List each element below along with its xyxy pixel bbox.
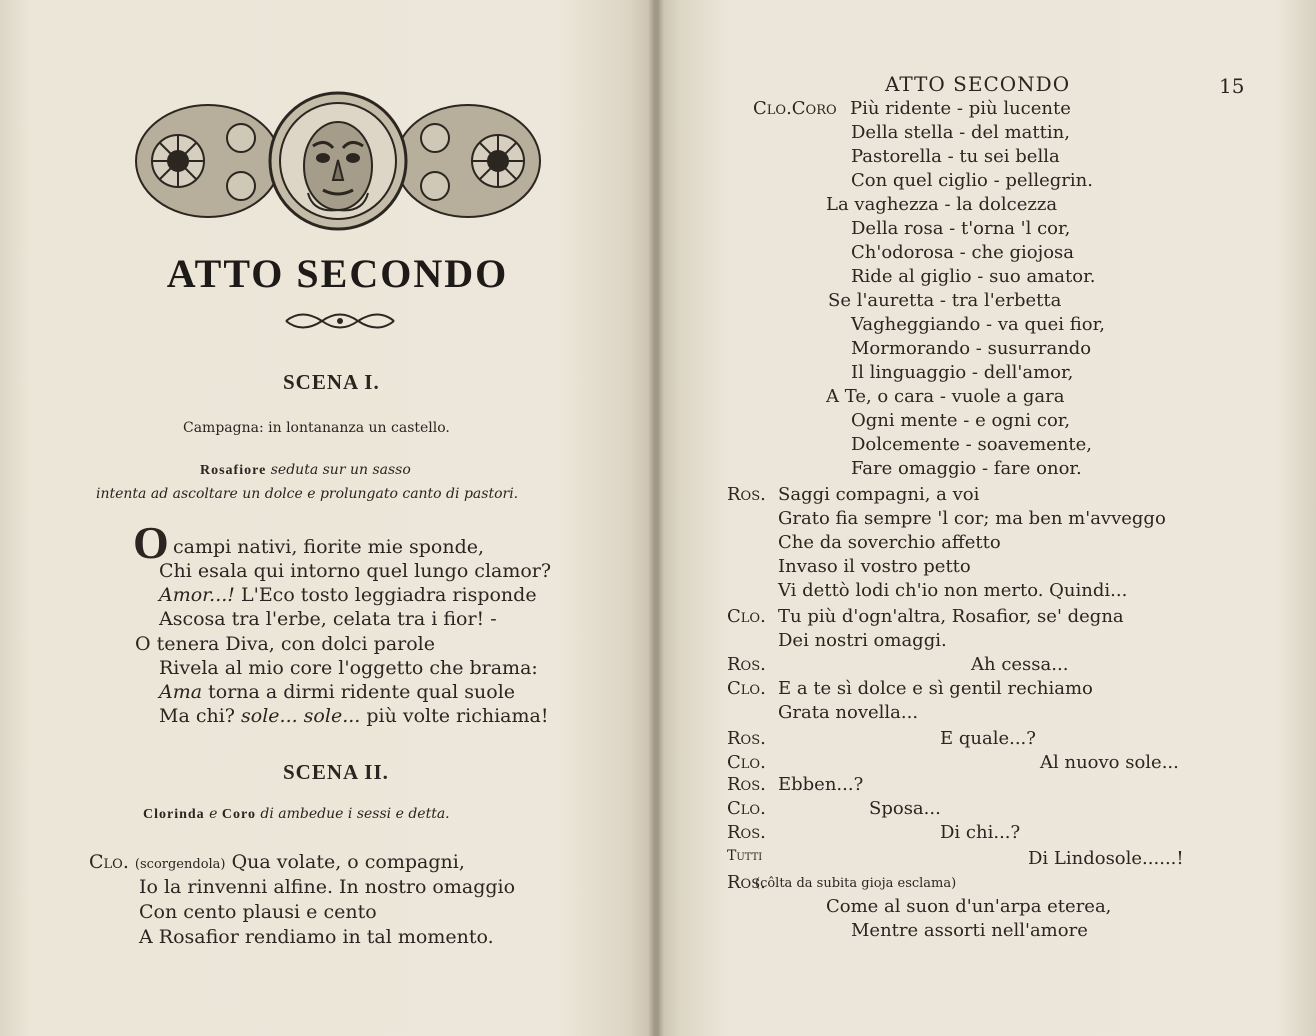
speaker: Ros. xyxy=(727,774,766,795)
speaker: Clo.Coro xyxy=(753,98,837,119)
verse-line: campi nativi, fiorite mie sponde, xyxy=(173,536,485,558)
character-clorinda: Clorinda xyxy=(143,807,205,822)
running-head: ATTO SECONDO xyxy=(885,72,1071,96)
verse-line: Vagheggiando - va quei fior, xyxy=(851,314,1105,335)
verse-text: Qua volate, o compagni, xyxy=(231,851,465,873)
verse-line: O tenera Diva, con dolci parole xyxy=(135,633,436,655)
character-coro: Coro xyxy=(221,807,256,822)
verse-line: Della rosa - t'orna 'l cor, xyxy=(851,218,1071,239)
verse-line: Pastorella - tu sei bella xyxy=(851,146,1060,167)
speaker: Clo. xyxy=(89,851,129,873)
verse-line: Rivela al mio core l'oggetto che brama: xyxy=(159,657,538,679)
verse-line: A Te, o cara - vuole a gara xyxy=(826,386,1065,407)
verse-line: A Rosafior rendiamo in tal momento. xyxy=(139,926,494,948)
stage-direction: (scorgendola) xyxy=(134,857,226,872)
verse-line: Chi esala qui intorno quel lungo clamor? xyxy=(159,560,552,582)
speaker: Clo. xyxy=(727,606,766,627)
verse-line: Al nuovo sole... xyxy=(1040,752,1179,773)
scene-1-heading: SCENA I. xyxy=(283,370,380,394)
verse-line: Di chi...? xyxy=(940,822,1021,843)
speaker: Clo. xyxy=(727,752,766,773)
verse-line: Ride al giglio - suo amator. xyxy=(851,266,1096,287)
verse-line: Della stella - del mattin, xyxy=(851,122,1070,143)
scene-1-direction-line-1 xyxy=(200,462,411,479)
decorative-ornament-mask-icon xyxy=(133,88,543,234)
verse-line: Se l'auretta - tra l'erbetta xyxy=(828,290,1062,311)
verse-line: Amor...! L'Eco tosto leggiadra risponde xyxy=(159,584,537,606)
speaker: Ros. xyxy=(727,728,766,749)
verse-line: Ebben...? xyxy=(778,774,864,795)
verse-line: Dei nostri omaggi. xyxy=(778,630,947,651)
character-rosafiore: Rosafiore xyxy=(200,463,267,478)
verse-line: Tu più d'ogn'altra, Rosafior, se' degna xyxy=(778,606,1124,627)
right-page xyxy=(657,0,1316,1036)
verse-line: Mentre assorti nell'amore xyxy=(851,920,1088,941)
verse-line: Di Lindosole......! xyxy=(1028,848,1184,869)
speaker: Clo. xyxy=(727,798,766,819)
verse-line: (côlta da subita gioja esclama) xyxy=(755,876,957,891)
left-page xyxy=(0,0,655,1036)
verse-line: Che da soverchio affetto xyxy=(778,532,1001,553)
verse-line: E quale...? xyxy=(940,728,1036,749)
speaker: Ros. xyxy=(727,484,766,505)
verse-line: Ogni mente - e ogni cor, xyxy=(851,410,1071,431)
verse-line: Più ridente - più lucente xyxy=(850,98,1071,119)
speaker: Clo. xyxy=(727,678,766,699)
verse-line: Con cento plausi e cento xyxy=(139,901,377,923)
scene-2-direction xyxy=(143,806,450,823)
drop-cap: O xyxy=(133,517,169,568)
verse-line: Ascosa tra l'erbe, celata tra i fior! - xyxy=(159,608,497,630)
speaker: Ros. xyxy=(727,872,766,893)
verse-line: Dolcemente - soavemente, xyxy=(851,434,1093,455)
verse-line: Come al suon d'un'arpa eterea, xyxy=(826,896,1112,917)
verse-line: Fare omaggio - fare onor. xyxy=(851,458,1082,479)
page-number: 15 xyxy=(1219,74,1245,98)
speaker: Tutti xyxy=(727,848,763,864)
verse-line: E a te sì dolce e sì gentil rechiamo xyxy=(778,678,1093,699)
conjunction: e xyxy=(209,806,218,822)
verse-line: Invaso il vostro petto xyxy=(778,556,971,577)
verse-line: Ah cessa... xyxy=(971,654,1069,675)
verse-line: Grata novella... xyxy=(778,702,919,723)
verse-line: Ma chi? sole... sole... più volte richiama! xyxy=(159,705,549,727)
verse-line: Ch'odorosa - che giojosa xyxy=(851,242,1074,263)
scene-1-setting: Campagna: in lontananza un castello. xyxy=(183,420,450,436)
verse-line: Sposa... xyxy=(869,798,941,819)
stage-direction: di ambedue i sessi e detta. xyxy=(260,806,450,822)
verse-line: Grato fia sempre 'l cor; ma ben m'avveggo xyxy=(778,508,1166,529)
flourish-divider-icon xyxy=(282,306,398,336)
verse-line: Con quel ciglio - pellegrin. xyxy=(851,170,1093,191)
speaker: Ros. xyxy=(727,822,766,843)
verse-line: Mormorando - susurrando xyxy=(851,338,1092,359)
speaker: Ros. xyxy=(727,654,766,675)
verse-line: Vi dettò lodi ch'io non merto. Quindi... xyxy=(778,580,1128,601)
stage-direction: seduta sur un sasso xyxy=(270,462,411,478)
book-gutter xyxy=(648,0,664,1036)
verse-line: Il linguaggio - dell'amor, xyxy=(851,362,1074,383)
verse-line: La vaghezza - la dolcezza xyxy=(826,194,1058,215)
scene-1-direction-line-2: intenta ad ascoltare un dolce e prolungato canto di pastori. xyxy=(96,486,519,502)
verse-line: Io la rinvenni alfine. In nostro omaggio xyxy=(139,876,516,898)
scene-2-heading: SCENA II. xyxy=(283,760,389,784)
dialogue-line xyxy=(89,851,465,873)
verse-line: Saggi compagni, a voi xyxy=(778,484,980,505)
verse-line: Ama torna a dirmi ridente qual suole xyxy=(159,681,516,703)
act-title: ATTO SECONDO xyxy=(166,251,509,296)
